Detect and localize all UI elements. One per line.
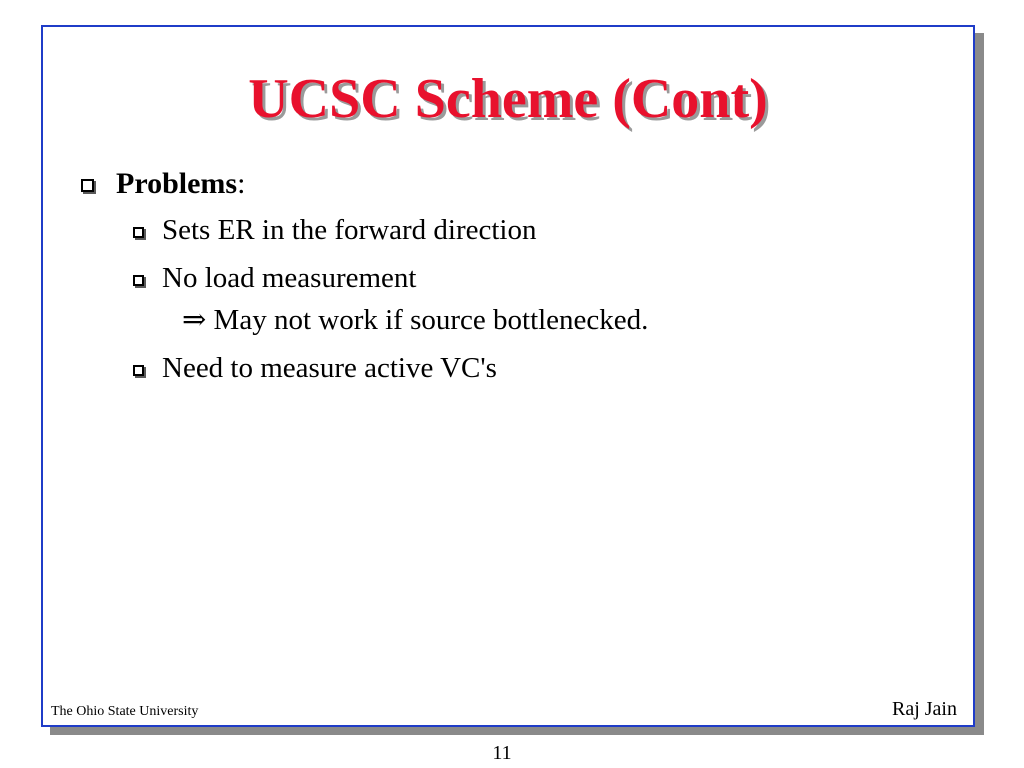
- sub-bullet-text: Sets ER in the forward direction: [162, 214, 537, 246]
- bullet-text: [116, 165, 245, 203]
- square-bullet-icon: [133, 365, 144, 376]
- bullet-problems: [81, 165, 648, 203]
- footer-author: Raj Jain: [892, 698, 957, 720]
- sub-bullet-text: Need to measure active VC's: [162, 352, 497, 384]
- slide-title: UCSC Scheme (Cont): [248, 68, 768, 130]
- problems-colon: :: [237, 167, 246, 200]
- square-bullet-icon: [81, 179, 94, 192]
- sub-bullet-forward-direction: [133, 209, 648, 251]
- bullet-list: [81, 165, 648, 395]
- sub-bullet-block: [162, 257, 648, 341]
- problems-label: Problems: [116, 167, 238, 200]
- sub-bullet-text: No load measurement: [162, 262, 417, 294]
- page-number: 11: [492, 742, 512, 764]
- sub-bullet-continuation: ⇒ May not work if source bottlenecked.: [182, 304, 649, 336]
- square-bullet-icon: [133, 227, 144, 238]
- sub-bullet-active-vcs: [133, 347, 648, 389]
- square-bullet-icon: [133, 275, 144, 286]
- footer-institution: The Ohio State University: [51, 704, 199, 719]
- slide-frame: [41, 25, 975, 727]
- sub-bullet-load-measurement: [133, 257, 648, 341]
